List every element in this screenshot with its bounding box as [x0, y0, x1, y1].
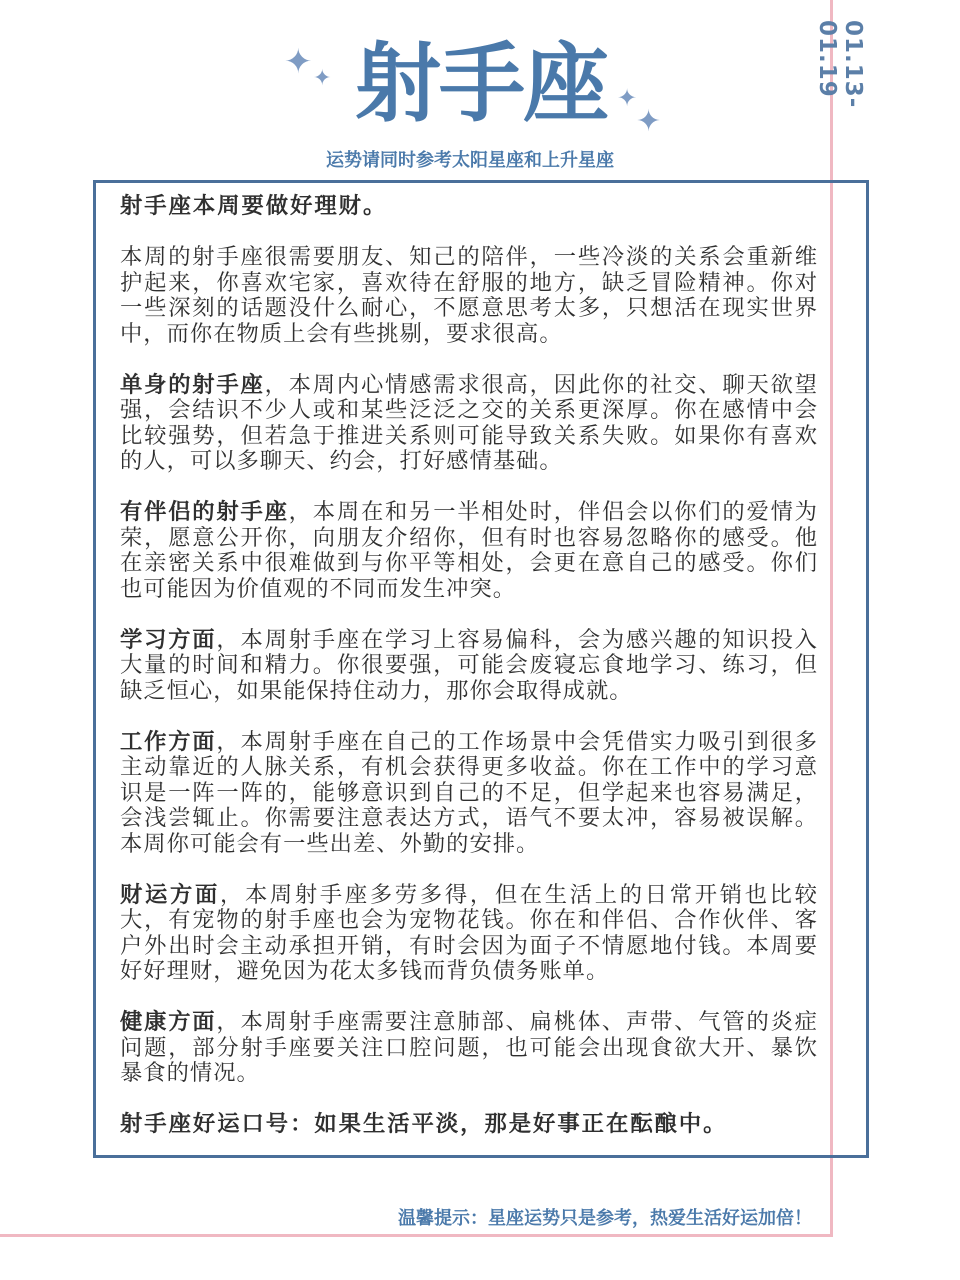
section-study	[120, 628, 818, 705]
section-single	[120, 373, 818, 475]
sparkle-icon: ✦	[636, 104, 662, 139]
section-heading: 学习方面	[120, 626, 217, 653]
lucky-slogan: 射手座好运口号：如果生活平淡，那是好事正在酝酿中。	[120, 1111, 728, 1137]
section-text: ，本周射手座多劳多得，但在生活上的日常开销也比较大，有宠物的射手座也会为宠物花钱。你在和伴侣、合作伙伴、客户外出时会主动承担开销，有时会因为面子不情愿地付钱。本周要好好理财，避免因为花太多钱而背负债务账单。	[120, 881, 818, 984]
page-title: 射手座	[355, 34, 607, 134]
pink-horizontal-line	[0, 1234, 833, 1237]
section-text: ，本周射手座在学习上容易偏科，会为感兴趣的知识投入大量的时间和精力。你很要强，可能会废寝忘食地学习、练习，但缺乏恒心，如果能保持住动力，那你会取得成就。	[120, 626, 818, 704]
section-work	[120, 730, 818, 858]
overview-paragraph: 本周的射手座很需要朋友、知己的陪伴，一些冷淡的关系会重新维护起来，你喜欢宅家，喜欢待在舒服的地方，缺乏冒险精神。你对一些深刻的话题没什么耐心，不愿意思考太多，只想活在现实世界中，而你在物质上会有些挑剔，要求很高。	[120, 244, 818, 347]
section-health	[120, 1010, 818, 1087]
section-text: ，本周内心情感需求很高，因此你的社交、聊天欲望强，会结识不少人或和某些泛泛之交的关系更深厚。你在感情中会比较强势，但若急于推进关系则可能导致关系失败。如果你有喜欢的人，可以多聊天、约会，打好感情基础。	[120, 371, 818, 474]
sparkle-icon: ✦	[313, 66, 332, 91]
date-range: 01.13-01.19	[814, 20, 866, 109]
sparkle-icon: ✦	[284, 42, 313, 82]
section-heading: 工作方面	[120, 728, 217, 755]
section-heading: 健康方面	[120, 1009, 217, 1035]
intro-line: 射手座本周要做好理财。	[120, 193, 388, 219]
footer-tip: 温馨提示：星座运势只是参考，热爱生活好运加倍！	[398, 1208, 812, 1229]
section-text: ，本周射手座需要注意肺部、扁桃体、声带、气管的炎症问题，部分射手座要关注口腔问题，也可能会出现食欲大开、暴饮暴食的情况。	[120, 1009, 818, 1086]
section-heading: 有伴侣的射手座	[120, 499, 289, 525]
page-subtitle: 运势请同时参考太阳星座和上升星座	[326, 150, 614, 171]
section-heading: 财运方面	[120, 881, 220, 908]
section-finance	[120, 883, 818, 985]
section-text: ，本周在和另一半相处时，伴侣会以你们的爱情为荣，愿意公开你，向朋友介绍你，但有时也容易忽略你的感受。他在亲密关系中很难做到与你平等相处，会更在意自己的感受。你们也可能因为价值观的不同而发生冲突。	[120, 499, 818, 602]
section-partnered	[120, 500, 818, 602]
section-heading: 单身的射手座	[120, 371, 265, 398]
section-text: ，本周射手座在自己的工作场景中会凭借实力吸引到很多主动靠近的人脉关系，有机会获得更多收益。你在工作中的学习意识是一阵一阵的，能够意识到自己的不足，但学起来也容易满足，会浅尝辄止。你需要注意表达方式，语气不要太冲，容易被误解。本周你可能会有一些出差、外勤的安排。	[120, 728, 818, 857]
sparkle-icon: ✦	[617, 84, 638, 112]
horoscope-content	[120, 194, 818, 1163]
